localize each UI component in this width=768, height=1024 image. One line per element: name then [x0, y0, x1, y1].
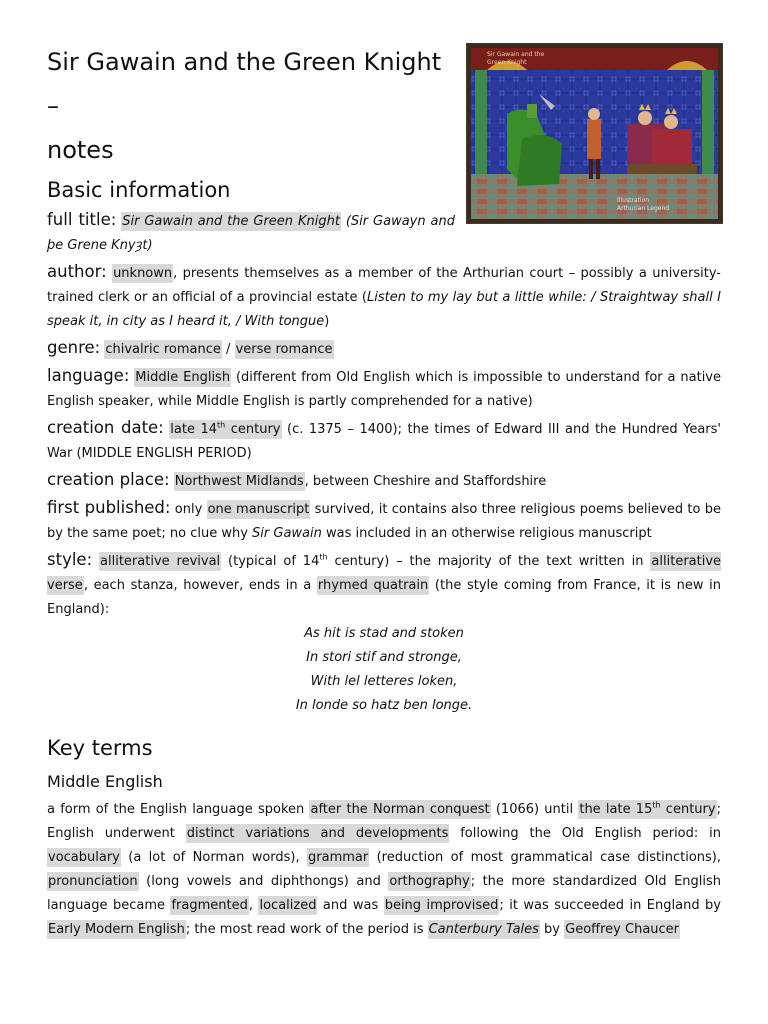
me-text: (1066) until: [490, 802, 579, 817]
creation-date-entry: [47, 416, 721, 466]
creation-place-description: , between Cheshire and Staffordshire: [304, 474, 547, 489]
svg-text:Arthurian Legend: Arthurian Legend: [617, 205, 670, 212]
page-title: [47, 40, 457, 172]
me-highlight: vocabulary: [48, 850, 120, 865]
me-text: (reduction of most grammatical case distinctions),: [369, 850, 721, 865]
me-text: (long vowels and diphthongs) and: [138, 874, 389, 889]
svg-text:Illustration: Illustration: [617, 197, 650, 204]
poem-excerpt: [47, 622, 721, 718]
style-mid-1-post: century) – the majority of the text written in: [327, 554, 651, 569]
me-text: and was: [317, 898, 384, 913]
author-label: author:: [47, 262, 107, 281]
me-highlight-work: Canterbury Tales: [428, 922, 539, 937]
basic-info-heading: Basic information: [47, 178, 231, 202]
poem-line: In stori stif and stronge,: [306, 650, 462, 665]
me-highlight: after the Norman conquest: [310, 802, 490, 817]
svg-text:Green Knight: Green Knight: [487, 59, 527, 66]
me-highlight: being improvised: [384, 898, 499, 913]
creation-date-description: (c. 1375 – 1400); the times of Edward III and the Hundred Years' War (MIDDLE ENGLISH PERIOD): [47, 422, 721, 461]
poem-line: With lel letteres loken,: [310, 674, 458, 689]
document-page: [47, 40, 721, 942]
me-highlight-pre: the late 15: [579, 802, 653, 817]
first-published-description: survived, it contains also three religious poems believed to be by the same poet; no clue why: [47, 502, 721, 541]
style-value-1: alliterative revival: [100, 554, 221, 569]
key-terms-heading: Key terms: [47, 736, 153, 760]
poem-line: In londe so hatz ben longe.: [295, 698, 473, 713]
me-highlight-sup: th: [652, 800, 661, 810]
creation-date-post: century: [225, 422, 281, 437]
genre-label: genre:: [47, 338, 101, 357]
me-highlight: orthography: [389, 874, 470, 889]
me-highlight-post: century: [660, 802, 716, 817]
first-published-title-ref: Sir Gawain: [252, 526, 322, 541]
style-value-3: rhymed quatrain: [317, 578, 429, 593]
svg-text:Sir Gawain and the: Sir Gawain and the: [487, 51, 545, 58]
full-title-label: full title:: [47, 210, 117, 229]
creation-place-label: creation place:: [47, 470, 170, 489]
author-close: ): [324, 314, 330, 329]
me-highlight: localized: [259, 898, 317, 913]
author-quote: Listen to my lay but a little while: / Straightway shall I speak it, in city as I heard it, / With tongue: [47, 290, 721, 329]
language-value: Middle English: [135, 370, 231, 385]
middle-english-heading: Middle English: [47, 772, 163, 791]
title-line-2: notes: [47, 136, 114, 164]
middle-english-definition: [47, 798, 721, 942]
genre-separator: /: [221, 342, 235, 357]
author-description: , presents themselves as a member of the Arthurian court – possibly a university-trained clerk or an official of a provincial estate (: [47, 266, 721, 305]
me-text: ; English underwent: [47, 802, 721, 841]
me-text: ,: [248, 898, 259, 913]
me-text: a form of the English language spoken: [47, 802, 310, 817]
genre-value-2: verse romance: [235, 342, 333, 357]
genre-entry: [47, 336, 721, 362]
first-published-pre: only: [170, 502, 207, 517]
first-published-tail: was included in an otherwise religious manuscript: [321, 526, 652, 541]
author-value: unknown: [113, 266, 173, 281]
creation-date-sup: th: [217, 420, 226, 430]
genre-value-1: chivalric romance: [105, 342, 221, 357]
me-highlight: grammar: [308, 850, 369, 865]
style-mid-1-pre: (typical of 14: [221, 554, 320, 569]
style-value-2: alliterative verse: [47, 554, 722, 593]
creation-date-label: creation date:: [47, 418, 164, 437]
me-text: by: [539, 922, 565, 937]
me-highlight: [578, 800, 716, 819]
me-highlight: pronunciation: [48, 874, 138, 889]
style-entry: [47, 548, 721, 622]
language-label: language:: [47, 366, 130, 385]
me-highlight: distinct variations and developments: [186, 826, 449, 841]
style-mid-1-sup: th: [319, 552, 328, 562]
style-mid-2: , each stanza, however, ends in a: [83, 578, 317, 593]
first-published-label: first published:: [47, 498, 171, 517]
author-entry: [47, 260, 721, 334]
me-highlight-author: Geoffrey Chaucer: [565, 922, 680, 937]
language-entry: [47, 364, 721, 414]
first-published-value: one manuscript: [207, 502, 310, 517]
creation-place-entry: [47, 468, 721, 494]
me-text: ; the most read work of the period is: [185, 922, 428, 937]
me-text: ; it was succeeded in England by: [499, 898, 721, 913]
creation-place-value: Northwest Midlands: [174, 474, 304, 489]
style-label: style:: [47, 550, 93, 569]
me-text: (a lot of Norman words),: [120, 850, 308, 865]
full-title-entry: [47, 208, 455, 258]
language-description: (different from Old English which is impossible to understand for a native English speaker, while Middle English is partly comprehended for a native): [47, 370, 722, 409]
full-title-value: Sir Gawain and the Green Knight: [122, 214, 340, 229]
title-line-1: Sir Gawain and the Green Knight –: [47, 48, 442, 120]
style-tail: (the style coming from France, it is new in England):: [47, 578, 721, 617]
me-text: ; the more standardized Old English language became: [47, 874, 722, 913]
full-title-alt: (Sir Gawayn and þe Grene Knyȝt): [47, 214, 455, 253]
poem-line: As hit is stad and stoken: [304, 626, 464, 641]
me-highlight: fragmented: [171, 898, 248, 913]
me-text: following the Old English period: in: [449, 826, 721, 841]
first-published-entry: [47, 496, 721, 546]
creation-date-pre: late 14: [170, 422, 217, 437]
creation-date-value: [169, 420, 281, 439]
me-highlight: Early Modern English: [48, 922, 185, 937]
